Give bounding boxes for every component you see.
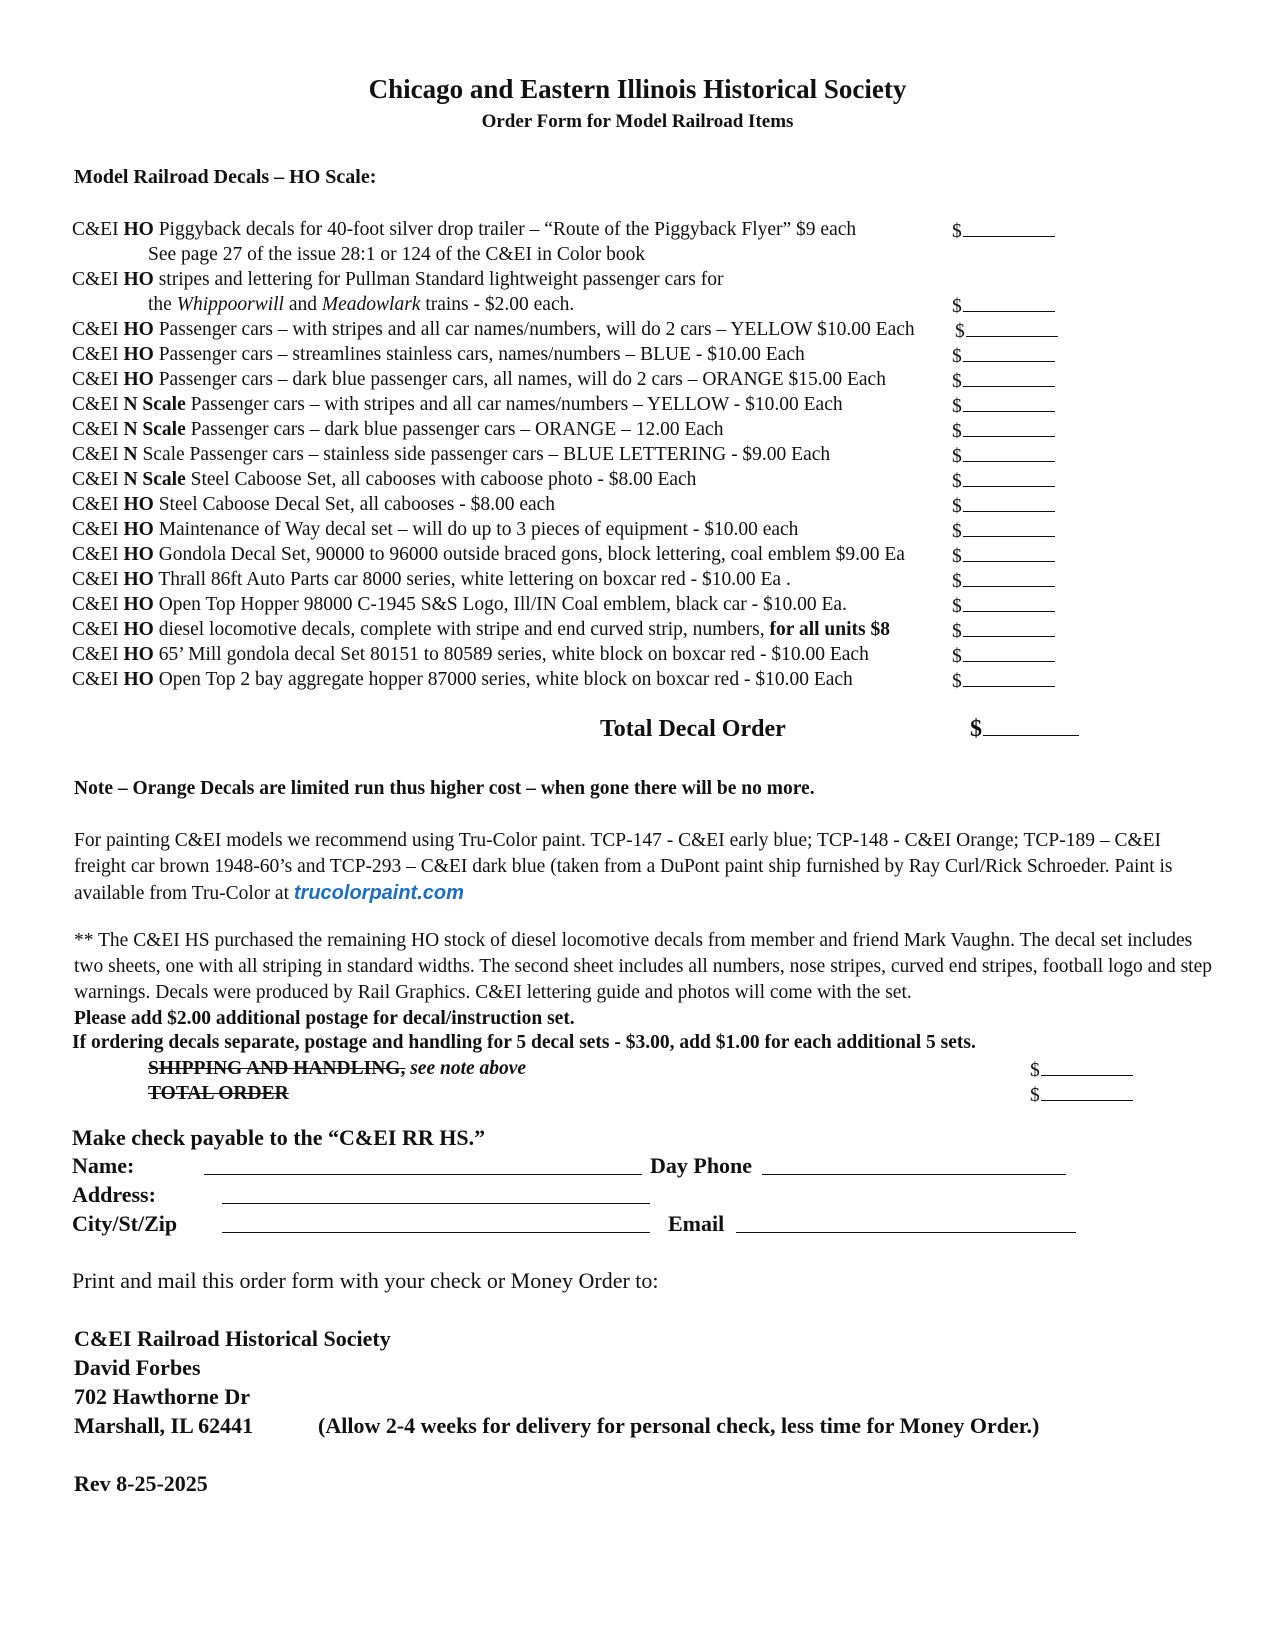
list-item: C&EI HO Maintenance of Way decal set – will do up to 3 pieces of equipment - $10.00 each bbox=[72, 519, 799, 540]
list-item: C&EI HO Passenger cars – streamlines stainless cars, names/numbers – BLUE - $10.00 Each bbox=[72, 344, 805, 365]
shipping-line: SHIPPING AND HANDLING, see note above bbox=[148, 1058, 527, 1079]
postage-note: Please add $2.00 additional postage for decal/instruction set. bbox=[74, 1008, 575, 1029]
list-item: C&EI HO Thrall 86ft Auto Parts car 8000 series, white lettering on boxcar red - $10.00 Ea . bbox=[72, 569, 791, 590]
list-item: C&EI HO Passenger cars – dark blue passenger cars, all names, will do 2 cars – ORANGE $15.00 Each bbox=[72, 369, 886, 390]
address-label: Address: bbox=[72, 1182, 156, 1207]
list-item: C&EI N Scale Steel Caboose Set, all cabooses with caboose photo - $8.00 Each bbox=[72, 469, 697, 490]
mail-org: C&EI Railroad Historical Society bbox=[74, 1326, 391, 1351]
price-field[interactable]: $ bbox=[952, 644, 1055, 668]
list-item: C&EI HO Gondola Decal Set, 90000 to 96000 outside braced gons, block lettering, coal emblem $9.00 Ea bbox=[72, 544, 905, 565]
revision-label: Rev 8-25-2025 bbox=[74, 1471, 208, 1496]
list-item-continuation: See page 27 of the issue 28:1 or 124 of the C&EI in Color book bbox=[148, 244, 646, 265]
price-field[interactable]: $ bbox=[952, 444, 1055, 468]
price-field[interactable]: $ bbox=[952, 569, 1055, 593]
price-field[interactable]: $ bbox=[952, 469, 1055, 493]
list-item: C&EI HO diesel locomotive decals, complete with stripe and end curved strip, numbers, for all units $8 bbox=[72, 619, 890, 640]
list-item: C&EI HO 65’ Mill gondola decal Set 80151 to 80589 series, white block on boxcar red - $10.00 Each bbox=[72, 644, 869, 665]
price-field[interactable]: $ bbox=[952, 619, 1055, 643]
price-field[interactable]: $ bbox=[952, 594, 1055, 618]
diesel-paragraph: ** The C&EI HS purchased the remaining HO stock of diesel locomotive decals from member and friend Mark Vaughn. The decal set includes two sheets, one with all striping in standard widths. The second sheet includes all numbers, nose stripes, curved end stripes, football logo and step warnings. Decals were produced by Rail Graphics. C&EI lettering guide and photos will come with the set. Please add $2.00 additional postage for decal/instruction set. bbox=[74, 930, 1213, 1029]
check-payable-note: Make check payable to the “C&EI RR HS.” bbox=[72, 1125, 486, 1150]
price-field[interactable]: $ bbox=[952, 419, 1055, 443]
price-field[interactable]: $ bbox=[952, 344, 1055, 368]
price-field[interactable]: $ bbox=[952, 519, 1055, 543]
price-field[interactable]: $ bbox=[952, 494, 1055, 518]
list-item: C&EI HO Open Top 2 bay aggregate hopper 87000 series, white block on boxcar red - $10.00 Each bbox=[72, 669, 853, 690]
list-item-continuation: the Whippoorwill and Meadowlark trains - $2.00 each. bbox=[148, 294, 575, 315]
total-order-field[interactable]: $ bbox=[1030, 1083, 1133, 1107]
list-item: C&EI N Scale Passenger cars – with stripes and all car names/numbers – YELLOW - $10.00 Each bbox=[72, 394, 843, 415]
mail-city: Marshall, IL 62441 bbox=[74, 1413, 254, 1438]
email-field[interactable] bbox=[736, 1210, 1076, 1233]
orange-decal-note: Note – Orange Decals are limited run thus higher cost – when gone there will be no more. bbox=[74, 778, 815, 799]
price-field[interactable]: $ bbox=[955, 319, 1058, 343]
price-field[interactable]: $ bbox=[952, 294, 1055, 318]
list-item: C&EI HO Steel Caboose Decal Set, all cabooses - $8.00 each bbox=[72, 494, 556, 515]
delivery-note: (Allow 2-4 weeks for delivery for personal check, less time for Money Order.) bbox=[318, 1413, 1040, 1438]
day-phone-field[interactable] bbox=[762, 1152, 1066, 1175]
mail-street: 702 Hawthorne Dr bbox=[74, 1384, 250, 1409]
price-field[interactable]: $ bbox=[952, 369, 1055, 393]
price-field[interactable]: $ bbox=[952, 544, 1055, 568]
page-title: Chicago and Eastern Illinois Historical Society bbox=[368, 74, 907, 104]
mail-instructions: Print and mail this order form with your check or Money Order to: bbox=[72, 1268, 659, 1293]
list-item: C&EI HO Open Top Hopper 98000 C-1945 S&S Logo, Ill/IN Coal emblem, black car - $10.00 Ea. bbox=[72, 594, 847, 615]
price-field[interactable]: $ bbox=[952, 394, 1055, 418]
list-item: C&EI HO Piggyback decals for 40-foot silver drop trailer – “Route of the Piggyback Flyer” $9 each bbox=[72, 219, 857, 240]
name-label: Name: bbox=[72, 1153, 135, 1178]
mail-person: David Forbes bbox=[74, 1355, 201, 1380]
list-item: C&EI N Scale Passenger cars – dark blue passenger cars – ORANGE – 12.00 Each bbox=[72, 419, 724, 440]
separate-order-note: If ordering decals separate, postage and handling for 5 decal sets - $3.00, add $1.00 for each additional 5 sets. bbox=[72, 1032, 976, 1053]
section-heading: Model Railroad Decals – HO Scale: bbox=[74, 166, 377, 188]
total-decal-field[interactable]: $ bbox=[970, 716, 1079, 743]
total-decal-label: Total Decal Order bbox=[600, 716, 786, 742]
name-field[interactable] bbox=[204, 1152, 642, 1175]
paint-paragraph: For painting C&EI models we recommend using Tru-Color paint. TCP-147 - C&EI early blue; TCP-148 - C&EI Orange; TCP-189 – C&EI freight car brown 1948-60’s and TCP-293 – C&EI dark blue (taken from a DuPont paint ship furnished by Ray Curl/Rick Schroeder. Paint is available from Tru-Color at trucolorpaint.com bbox=[74, 830, 1173, 904]
shipping-field[interactable]: $ bbox=[1030, 1058, 1133, 1082]
price-field[interactable]: $ bbox=[952, 219, 1055, 243]
email-label: Email bbox=[668, 1211, 725, 1236]
trucolor-link[interactable]: trucolorpaint.com bbox=[293, 882, 464, 904]
address-field[interactable] bbox=[222, 1181, 650, 1204]
page-subtitle: Order Form for Model Railroad Items bbox=[481, 111, 794, 132]
price-field[interactable]: $ bbox=[952, 669, 1055, 693]
list-item: C&EI HO Passenger cars – with stripes and all car names/numbers, will do 2 cars – YELLOW $10.00 Each bbox=[72, 319, 915, 340]
city-st-zip-label: City/St/Zip bbox=[72, 1211, 178, 1236]
list-item: C&EI HO stripes and lettering for Pullman Standard lightweight passenger cars for bbox=[72, 269, 724, 290]
day-phone-label: Day Phone bbox=[650, 1153, 753, 1178]
city-st-zip-field[interactable] bbox=[222, 1210, 650, 1233]
list-item: C&EI N Scale Passenger cars – stainless side passenger cars – BLUE LETTERING - $9.00 Each bbox=[72, 444, 831, 465]
total-order-line: TOTAL ORDER bbox=[148, 1083, 289, 1104]
